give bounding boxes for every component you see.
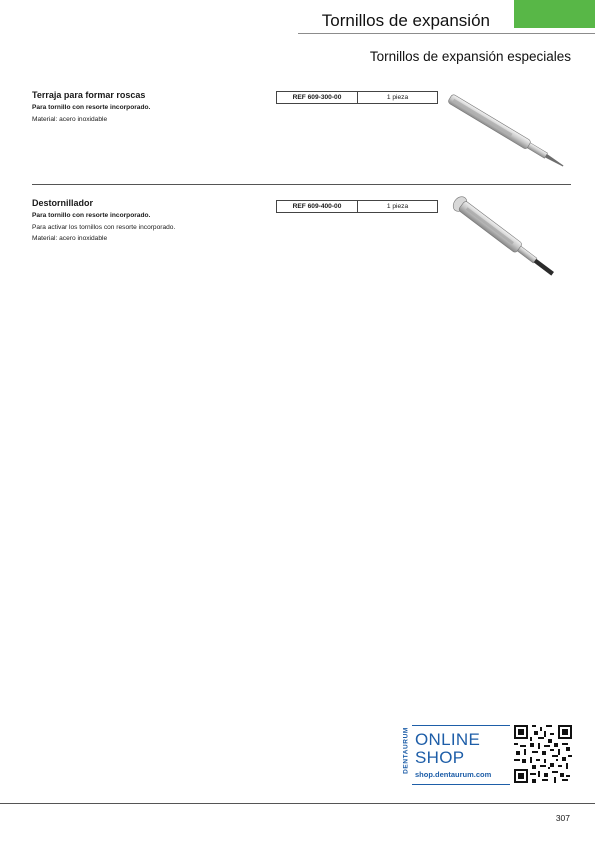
product-name: Destornillador — [32, 198, 94, 208]
ref-table-screwdriver — [276, 200, 438, 213]
section-color-tab — [514, 0, 595, 28]
shop-box — [412, 725, 510, 785]
product-material: Material: acero inoxidable — [32, 115, 108, 123]
quantity: 1 pieza — [386, 203, 409, 210]
shop-line-shop: SHOP — [415, 748, 465, 767]
ref-number: REF 609-300-00 — [277, 92, 358, 103]
page-number: 307 — [555, 813, 570, 823]
ref-table-thread-tap — [276, 91, 438, 104]
qr-code-icon[interactable] — [514, 725, 572, 783]
screwdriver-instrument-icon — [448, 192, 572, 282]
footer-rule — [0, 803, 595, 804]
thread-tap-instrument-icon — [444, 92, 572, 172]
product-material: Material: acero inoxidable — [32, 235, 108, 242]
product-description: Para tornillo con resorte incorporado. — [32, 212, 151, 219]
product-name: Terraja para formar roscas — [32, 90, 146, 100]
shop-line-online: ONLINE — [415, 730, 481, 749]
product-divider — [32, 184, 571, 185]
page-title: Tornillos de expansión — [321, 11, 490, 30]
header-rule — [298, 33, 595, 34]
product-description: Para tornillo con resorte incorporado. — [32, 104, 151, 111]
section-subtitle: Tornillos de expansión especiales — [369, 49, 571, 64]
online-shop-banner[interactable] — [400, 725, 572, 787]
product-usage: Para activar los tornillos con resorte incorporado. — [32, 223, 176, 231]
quantity: 1 pieza — [386, 94, 409, 101]
brand-name: DENTAURUM — [402, 727, 410, 774]
shop-url-link[interactable]: shop.dentaurum.com — [415, 770, 492, 779]
ref-number: REF 609-400-00 — [277, 201, 358, 212]
